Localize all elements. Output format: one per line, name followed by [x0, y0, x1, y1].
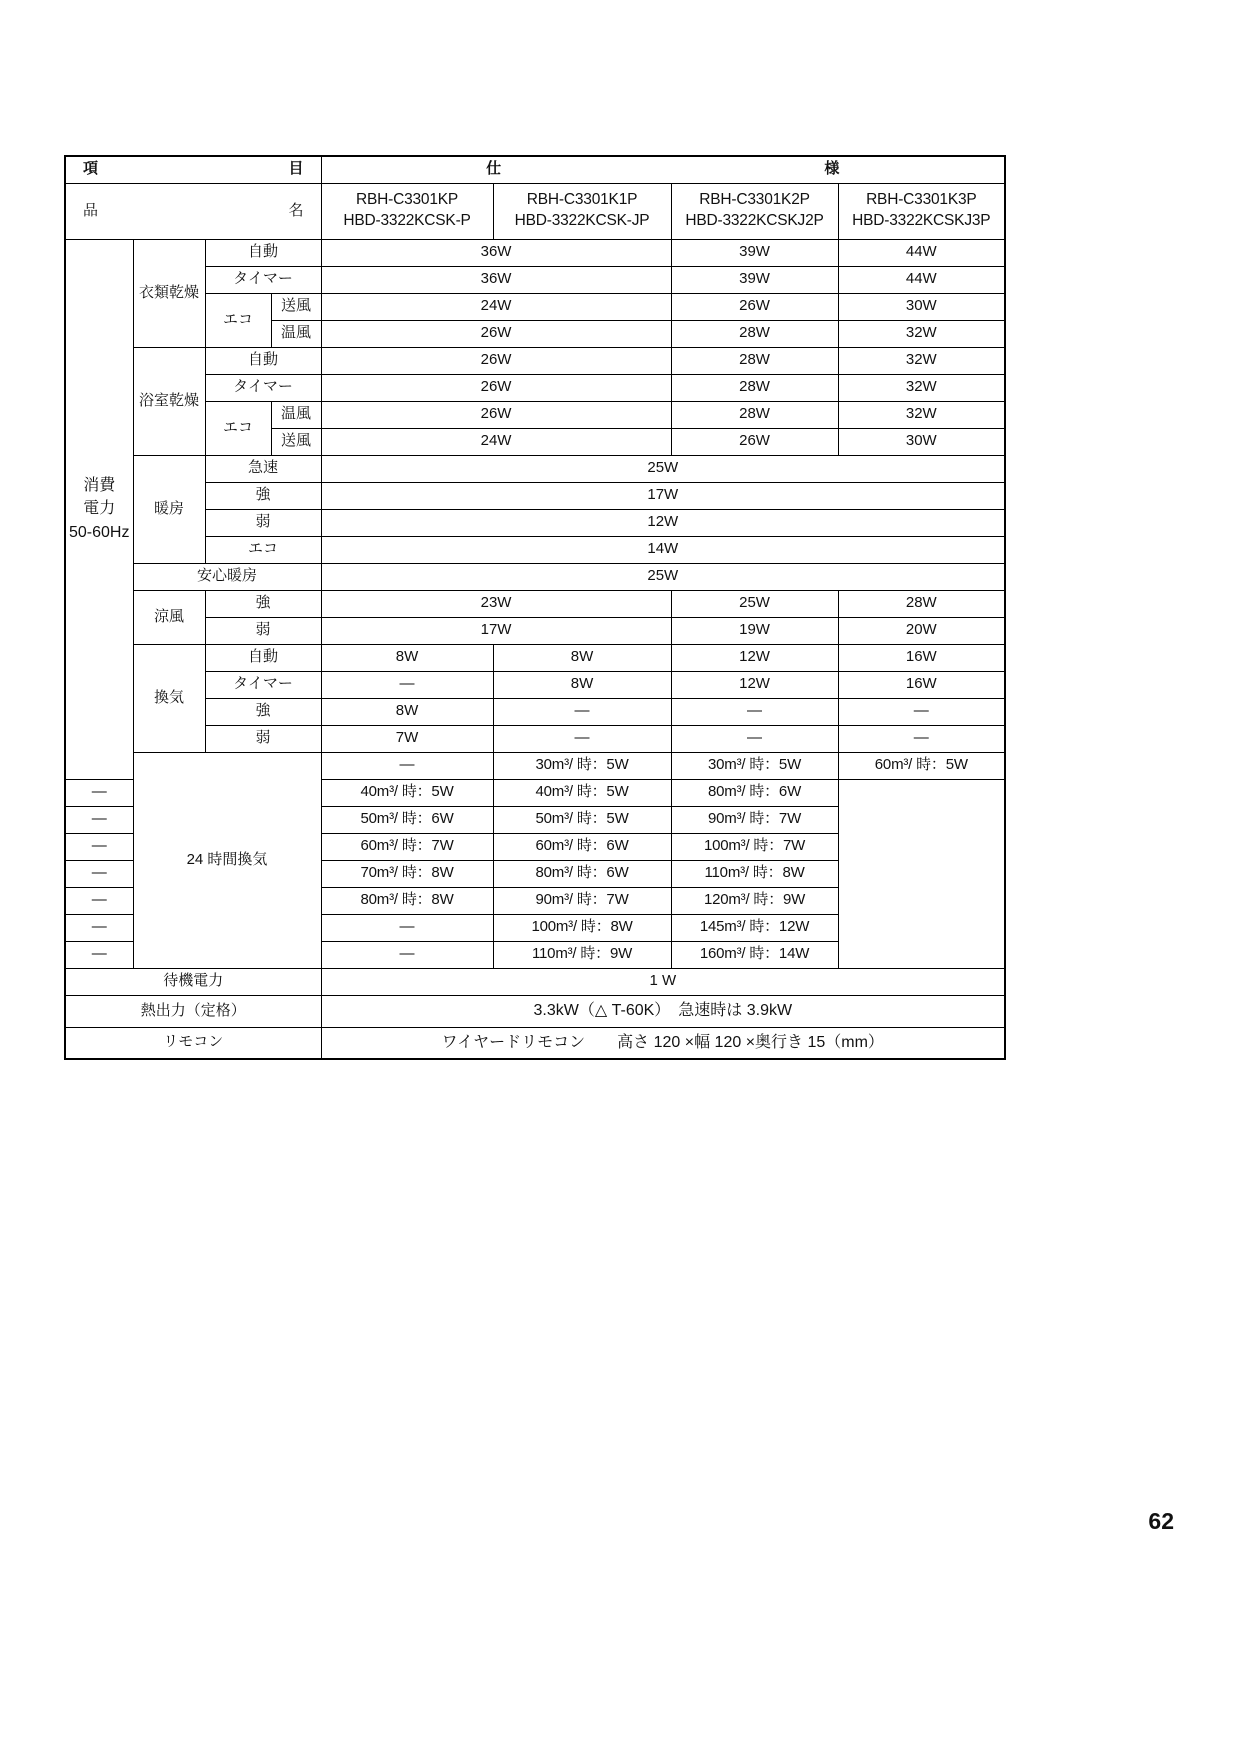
value-vent24-6-c2: 80m³/ 時：8W — [321, 887, 493, 914]
mode-bath-eco-blow: 送風 — [271, 428, 321, 455]
product-name-label — [65, 183, 321, 239]
section-label-cool-breeze: 涼風 — [133, 590, 205, 644]
value-heat-output: 3.3kW（△ T-60K） 急速時は 3.9kW — [321, 995, 1005, 1027]
row-heating-eco — [65, 536, 1005, 563]
value-vent24-4-c2: 60m³/ 時：7W — [321, 833, 493, 860]
value-clothes-timer-3: 44W — [838, 266, 1005, 293]
value-vent24-7-c2: — — [321, 914, 493, 941]
value-vent24-8-c4: 160m³/ 時：14W — [671, 941, 838, 968]
section-label-heating: 暖房 — [133, 455, 205, 563]
value-vent24-6-c1: — — [65, 887, 133, 914]
value-vent-auto-4: 16W — [838, 644, 1005, 671]
value-vent24-1-c1: — — [321, 752, 493, 779]
row-clothes-auto — [65, 239, 1005, 266]
value-clothes-eco-blow-1: 24W — [321, 293, 671, 320]
model-4-line2: HBD-3322KCSKJ3P — [852, 212, 991, 229]
value-vent24-3-c4: 90m³/ 時：7W — [671, 806, 838, 833]
model-4-line1: RBH-C3301K3P — [866, 191, 977, 209]
mode-bath-timer: タイマー — [205, 374, 321, 401]
mode-heating-weak: 弱 — [205, 509, 321, 536]
model-3-line2: HBD-3322KCSKJ2P — [685, 212, 824, 229]
mode-vent-auto: 自動 — [205, 644, 321, 671]
row-remote — [65, 1027, 1005, 1059]
mode-cool-strong: 強 — [205, 590, 321, 617]
value-bath-auto-3: 32W — [838, 347, 1005, 374]
model-column-3 — [671, 183, 838, 239]
table-header-row — [65, 156, 1005, 183]
row-bath-eco-warm — [65, 401, 1005, 428]
model-name-row — [65, 183, 1005, 239]
value-clothes-auto-1: 36W — [321, 239, 671, 266]
group-label-line1: 消費 — [83, 477, 116, 495]
value-vent24-6-c4: 120m³/ 時：9W — [671, 887, 838, 914]
row-clothes-eco-blow — [65, 293, 1005, 320]
value-clothes-auto-2: 39W — [671, 239, 838, 266]
value-vent24-2-c1: — — [65, 779, 133, 806]
value-vent24-4-c1: — — [65, 833, 133, 860]
row-safe-heating — [65, 563, 1005, 590]
value-vent24-7-c4: 145m³/ 時：12W — [671, 914, 838, 941]
value-vent-weak-4: — — [838, 725, 1005, 752]
page-number: 62 — [1148, 1508, 1174, 1534]
mode-clothes-auto: 自動 — [205, 239, 321, 266]
value-clothes-auto-3: 44W — [838, 239, 1005, 266]
value-clothes-eco-blow-2: 26W — [671, 293, 838, 320]
value-vent-weak-1: 7W — [321, 725, 493, 752]
value-bath-eco-warm-3: 32W — [838, 401, 1005, 428]
model-1-line1: RBH-C3301KP — [356, 191, 459, 209]
row-heating-weak — [65, 509, 1005, 536]
value-vent24-8-c1: — — [65, 941, 133, 968]
value-vent-auto-2: 8W — [493, 644, 671, 671]
value-vent24-5-c2: 70m³/ 時：8W — [321, 860, 493, 887]
section-label-heat-output: 熱出力（定格） — [65, 995, 321, 1027]
value-vent-auto-3: 12W — [671, 644, 838, 671]
model-column-2 — [493, 183, 671, 239]
value-vent-timer-1: — — [321, 671, 493, 698]
section-label-vent24: 24 時間換気 — [133, 752, 321, 968]
section-label-ventilation: 換気 — [133, 644, 205, 752]
value-vent24-3-c3: 50m³/ 時：5W — [493, 806, 671, 833]
product-label-right: 名 — [288, 201, 304, 219]
value-vent-timer-2: 8W — [493, 671, 671, 698]
mode-vent-strong: 強 — [205, 698, 321, 725]
group-label-line2: 電力 — [83, 500, 116, 518]
value-heating-rapid: 25W — [321, 455, 1005, 482]
section-label-safe-heating: 安心暖房 — [133, 563, 321, 590]
value-bath-eco-blow-3: 30W — [838, 428, 1005, 455]
value-clothes-timer-2: 39W — [671, 266, 838, 293]
row-heating-strong — [65, 482, 1005, 509]
value-vent24-8-c2: — — [321, 941, 493, 968]
value-bath-eco-warm-1: 26W — [321, 401, 671, 428]
value-heating-strong: 17W — [321, 482, 1005, 509]
value-cool-weak-1: 17W — [321, 617, 671, 644]
value-vent24-3-c1: — — [65, 806, 133, 833]
mode-bath-eco: エコ — [205, 401, 271, 455]
model-1-line2: HBD-3322KCSK-P — [343, 212, 471, 229]
value-vent24-1-c4: 60m³/ 時：5W — [838, 752, 1005, 779]
value-clothes-eco-warm-3: 32W — [838, 320, 1005, 347]
value-safe-heating: 25W — [321, 563, 1005, 590]
group-label-power-consumption — [65, 239, 133, 779]
value-vent24-7-c1: — — [65, 914, 133, 941]
value-vent24-1-c2: 30m³/ 時：5W — [493, 752, 671, 779]
value-vent24-4-c3: 60m³/ 時：6W — [493, 833, 671, 860]
mode-cool-weak: 弱 — [205, 617, 321, 644]
row-bath-auto — [65, 347, 1005, 374]
model-column-1 — [321, 183, 493, 239]
row-heat-output — [65, 995, 1005, 1027]
value-vent24-5-c1: — — [65, 860, 133, 887]
value-vent24-6-c3: 90m³/ 時：7W — [493, 887, 671, 914]
value-bath-auto-1: 26W — [321, 347, 671, 374]
row-cool-weak — [65, 617, 1005, 644]
mode-vent-weak: 弱 — [205, 725, 321, 752]
section-label-clothes-dry: 衣類乾燥 — [133, 239, 205, 347]
value-bath-timer-1: 26W — [321, 374, 671, 401]
value-bath-timer-3: 32W — [838, 374, 1005, 401]
mode-heating-eco: エコ — [205, 536, 321, 563]
value-vent-auto-1: 8W — [321, 644, 493, 671]
row-vent-strong — [65, 698, 1005, 725]
value-cool-weak-2: 19W — [671, 617, 838, 644]
value-cool-strong-1: 23W — [321, 590, 671, 617]
value-vent24-2-c2: 40m³/ 時：5W — [321, 779, 493, 806]
mode-heating-strong: 強 — [205, 482, 321, 509]
mode-clothes-eco-blow: 送風 — [271, 293, 321, 320]
row-standby — [65, 968, 1005, 995]
value-cool-strong-2: 25W — [671, 590, 838, 617]
value-vent-weak-2: — — [493, 725, 671, 752]
value-vent24-3-c2: 50m³/ 時：6W — [321, 806, 493, 833]
value-bath-auto-2: 28W — [671, 347, 838, 374]
section-label-standby: 待機電力 — [65, 968, 321, 995]
section-label-bath-dry: 浴室乾燥 — [133, 347, 205, 455]
header-item-right: 目 — [288, 160, 304, 178]
row-vent-auto — [65, 644, 1005, 671]
value-vent-weak-3: — — [671, 725, 838, 752]
model-2-line1: RBH-C3301K1P — [526, 191, 638, 209]
row-cool-strong — [65, 590, 1005, 617]
mode-bath-eco-warm: 温風 — [271, 401, 321, 428]
value-clothes-eco-warm-1: 26W — [321, 320, 671, 347]
value-clothes-eco-blow-3: 30W — [838, 293, 1005, 320]
value-vent24-7-c3: 100m³/ 時：8W — [493, 914, 671, 941]
row-vent24-1 — [65, 752, 1005, 779]
value-remote: ワイヤードリモコン 高さ 120 ×幅 120 ×奥行き 15（mm） — [321, 1027, 1005, 1059]
model-2-line2: HBD-3322KCSK-JP — [514, 212, 650, 229]
mode-clothes-eco-warm: 温風 — [271, 320, 321, 347]
value-bath-eco-blow-2: 26W — [671, 428, 838, 455]
value-vent-strong-3: — — [671, 698, 838, 725]
value-vent24-1-c3: 30m³/ 時：5W — [671, 752, 838, 779]
model-column-4 — [838, 183, 1005, 239]
mode-bath-auto: 自動 — [205, 347, 321, 374]
mode-clothes-eco: エコ — [205, 293, 271, 347]
header-item-left: 項 — [83, 160, 99, 178]
value-bath-eco-warm-2: 28W — [671, 401, 838, 428]
value-vent24-2-c3: 40m³/ 時：5W — [493, 779, 671, 806]
model-3-line1: RBH-C3301K2P — [699, 191, 810, 209]
row-heating-rapid — [65, 455, 1005, 482]
row-clothes-timer — [65, 266, 1005, 293]
value-bath-timer-2: 28W — [671, 374, 838, 401]
specification-table-container — [64, 155, 1004, 1060]
specification-table — [64, 155, 1006, 1060]
header-spec-left: 仕 — [486, 160, 502, 178]
value-vent24-4-c4: 100m³/ 時：7W — [671, 833, 838, 860]
header-spec-cell — [321, 156, 1005, 183]
value-heating-weak: 12W — [321, 509, 1005, 536]
row-vent-timer — [65, 671, 1005, 698]
value-vent24-5-c3: 80m³/ 時：6W — [493, 860, 671, 887]
value-vent-strong-1: 8W — [321, 698, 493, 725]
row-bath-timer — [65, 374, 1005, 401]
header-item-cell — [65, 156, 321, 183]
row-vent-weak — [65, 725, 1005, 752]
value-heating-eco: 14W — [321, 536, 1005, 563]
value-vent-strong-2: — — [493, 698, 671, 725]
mode-clothes-timer: タイマー — [205, 266, 321, 293]
group-label-line3: 50-60Hz — [69, 523, 130, 541]
value-standby: 1 W — [321, 968, 1005, 995]
value-vent24-2-c4: 80m³/ 時：6W — [671, 779, 838, 806]
value-vent-timer-3: 12W — [671, 671, 838, 698]
value-bath-eco-blow-1: 24W — [321, 428, 671, 455]
header-spec-right: 様 — [824, 160, 840, 178]
mode-vent-timer: タイマー — [205, 671, 321, 698]
value-vent24-5-c4: 110m³/ 時：8W — [671, 860, 838, 887]
value-vent24-8-c3: 110m³/ 時：9W — [493, 941, 671, 968]
value-vent-timer-4: 16W — [838, 671, 1005, 698]
mode-heating-rapid: 急速 — [205, 455, 321, 482]
section-label-remote: リモコン — [65, 1027, 321, 1059]
value-cool-weak-3: 20W — [838, 617, 1005, 644]
value-clothes-timer-1: 36W — [321, 266, 671, 293]
value-clothes-eco-warm-2: 28W — [671, 320, 838, 347]
product-label-left: 品 — [83, 201, 99, 219]
value-vent-strong-4: — — [838, 698, 1005, 725]
value-cool-strong-3: 28W — [838, 590, 1005, 617]
